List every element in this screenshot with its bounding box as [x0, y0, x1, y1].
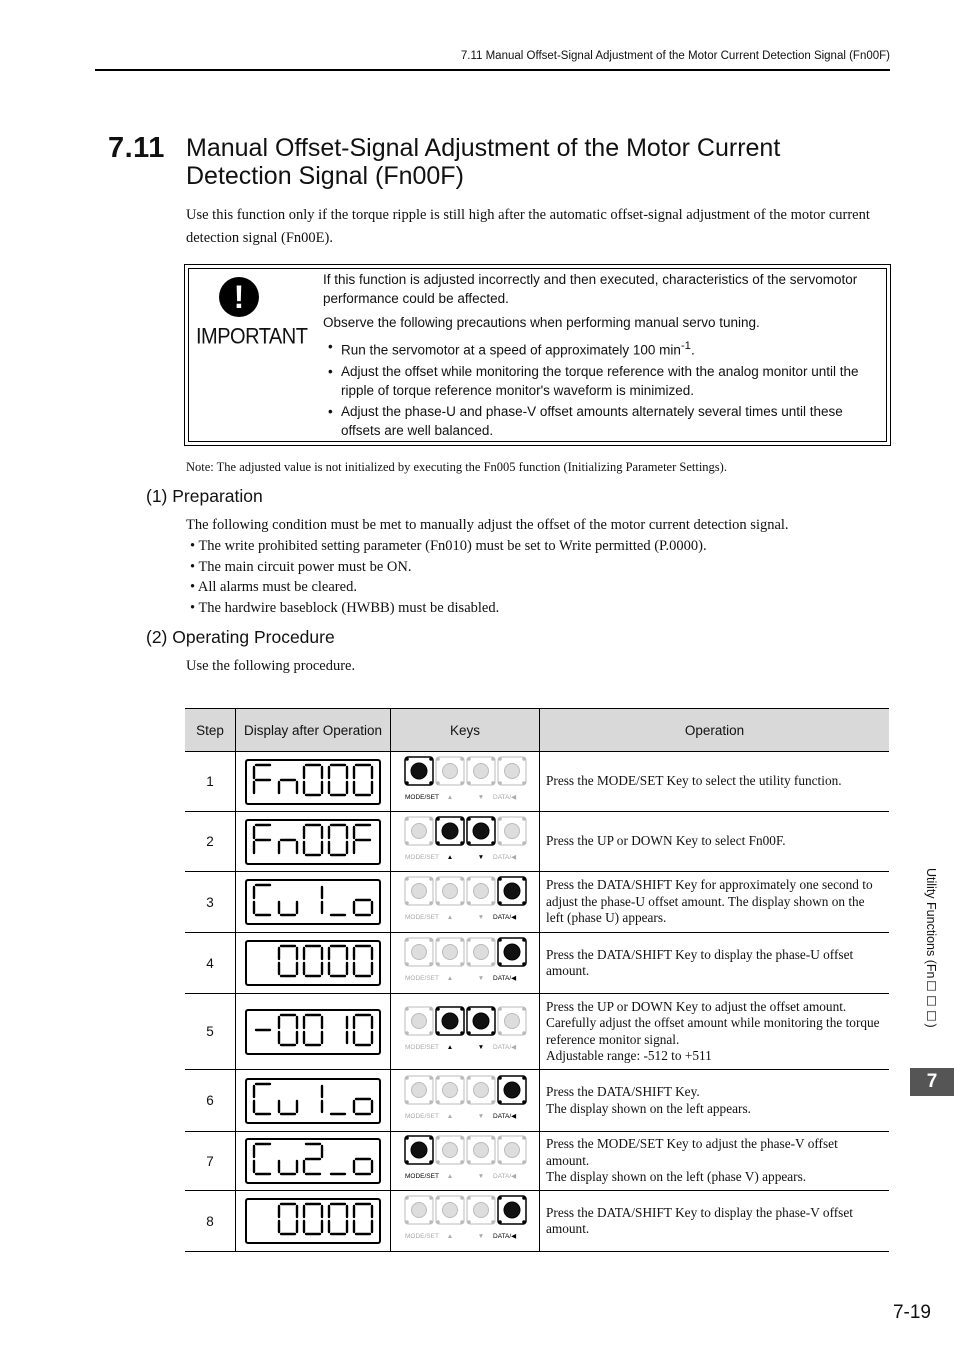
- key-label: ▲: [446, 1173, 454, 1180]
- keys-cell: [391, 1070, 540, 1132]
- procedure-intro: Use the following procedure.: [186, 658, 356, 674]
- key-label: ▼: [477, 1112, 485, 1120]
- table-header-row: [185, 709, 889, 752]
- operation-text: Press the UP or DOWN Key to adjust the offset amount. Carefully adjust the offset amount while monitoring the torque reference monitor signal.: [546, 998, 880, 1047]
- table-row: [185, 872, 889, 933]
- list-item: • The write prohibited setting parameter (Fn010) must be set to Write permitted (P.0000).: [190, 538, 707, 554]
- important-list: [323, 337, 883, 440]
- preparation-list: [190, 536, 890, 618]
- key-panel: [403, 1074, 527, 1124]
- preparation-intro: The following condition must be met to manually adjust the offset of the motor current detection signal.: [186, 517, 789, 533]
- chapter-side-label: Utility Functions (Fn☐☐☐): [924, 868, 938, 1028]
- mode-set-key: [405, 817, 433, 845]
- key-label: DATA/◀: [493, 1173, 517, 1180]
- display-cell: [236, 1191, 391, 1252]
- exclamation-icon: !: [219, 277, 259, 317]
- key-label: ▼: [477, 975, 485, 982]
- display-cell: [236, 872, 391, 933]
- mode-set-key: [405, 1007, 433, 1035]
- data-shift-key: [498, 757, 526, 785]
- up-key: [436, 757, 464, 785]
- operation-cell: [540, 812, 890, 872]
- keys-cell: [391, 752, 540, 812]
- key-label: MODE/SET: [405, 975, 439, 982]
- key-label: ▲: [446, 975, 454, 982]
- key-label: ▲: [446, 853, 454, 861]
- data-shift-key: [498, 1196, 526, 1224]
- section-number: 7.11: [108, 132, 165, 164]
- key-label: DATA/◀: [493, 975, 517, 982]
- operation-cell: [540, 933, 890, 994]
- table-row: [185, 933, 889, 994]
- important-bullet-1: • Run the servomotor at a speed of approximately 100 $\min^{-1}$.: [323, 337, 883, 360]
- data-shift-key: [498, 817, 526, 845]
- down-key: [467, 1007, 495, 1035]
- key-label: ▼: [477, 1233, 485, 1240]
- note: Note: The adjusted value is not initialized by executing the Fn005 function (Initializing Parameter Settings).: [186, 460, 727, 474]
- mode-set-key: [405, 1136, 433, 1164]
- intro-paragraph: Use this function only if the torque ripple is still high after the automatic offset-signal adjustment of the motor current detection signal (Fn00E).: [186, 207, 870, 246]
- keys-cell: [391, 872, 540, 933]
- running-header: 7.11 Manual Offset-Signal Adjustment of the Motor Current Detection Signal (Fn00F): [460, 50, 890, 62]
- operation-cell: [540, 1191, 890, 1252]
- seven-segment-display: [245, 1138, 381, 1184]
- mode-set-key: [405, 1076, 433, 1104]
- data-shift-key: [498, 1136, 526, 1164]
- keys-cell: [391, 1191, 540, 1252]
- key-label: ▲: [446, 1233, 454, 1240]
- operation-text: Adjustable range: -512 to +511: [546, 1048, 712, 1063]
- step-number: 1: [185, 752, 236, 812]
- down-key: [467, 938, 495, 966]
- key-label: ▼: [477, 914, 485, 921]
- table-row: [185, 812, 889, 872]
- key-label: DATA/◀: [493, 1043, 517, 1051]
- col-keys: Keys: [391, 709, 540, 752]
- up-key: [436, 1196, 464, 1224]
- display-cell: [236, 933, 391, 994]
- key-label: ▼: [477, 1173, 485, 1180]
- up-key: [436, 817, 464, 845]
- step-number: 8: [185, 1191, 236, 1252]
- list-item: • All alarms must be cleared.: [190, 579, 357, 595]
- up-key: [436, 1076, 464, 1104]
- preparation-heading: (1) Preparation: [146, 486, 263, 506]
- down-key: [467, 817, 495, 845]
- important-para-2: Observe the following precautions when performing manual servo tuning.: [323, 315, 760, 330]
- col-display: Display after Operation: [236, 709, 391, 752]
- operation-text: Press the DATA/SHIFT Key to display the phase-U offset amount.: [546, 946, 854, 978]
- operation-cell: [540, 872, 890, 933]
- key-panel: [403, 815, 527, 865]
- key-label: MODE/SET: [405, 793, 439, 801]
- key-label: ▼: [477, 793, 485, 801]
- important-label: IMPORTANT: [196, 324, 308, 350]
- operation-text: Press the MODE/SET Key to adjust the phase-V offset amount.: [546, 1136, 838, 1168]
- operation-cell: [540, 1070, 890, 1132]
- key-label: DATA/◀: [493, 1112, 517, 1120]
- data-shift-key: [498, 877, 526, 905]
- up-key: [436, 938, 464, 966]
- operation-text: Press the MODE/SET Key to select the utility function.: [546, 773, 842, 789]
- seven-segment-display: [245, 940, 381, 986]
- seven-segment-display: [245, 819, 381, 865]
- mode-set-key: [405, 938, 433, 966]
- key-label: MODE/SET: [405, 1043, 439, 1051]
- table-row: [185, 1132, 889, 1191]
- key-label: ▲: [446, 1043, 454, 1051]
- key-panel: [403, 755, 527, 805]
- key-panel: [403, 1005, 527, 1055]
- table-row: [185, 752, 889, 812]
- data-shift-key: [498, 1007, 526, 1035]
- key-label: ▼: [477, 1043, 485, 1051]
- col-step: Step: [185, 709, 236, 752]
- key-panel: [403, 936, 527, 986]
- key-label: DATA/◀: [493, 793, 517, 801]
- seven-segment-display: [245, 879, 381, 925]
- mode-set-key: [405, 757, 433, 785]
- table-row: [185, 994, 889, 1070]
- col-operation: Operation: [540, 709, 890, 752]
- mode-set-key: [405, 1196, 433, 1224]
- down-key: [467, 1136, 495, 1164]
- important-bullet-3: • Adjust the phase-U and phase-V offset amounts alternately several times until these offsets are well balanced.: [323, 402, 883, 440]
- table-row: [185, 1070, 889, 1132]
- operation-cell: [540, 994, 890, 1070]
- chapter-tab: 7: [910, 1068, 954, 1096]
- header-rule: [95, 69, 890, 71]
- important-bullet-2: • Adjust the offset while monitoring the torque reference with the analog monitor until the ripple of torque reference monitor's waveform is minimized.: [323, 362, 883, 400]
- section-title: Manual Offset-Signal Adjustment of the Motor Current Detection Signal (Fn00F): [186, 134, 781, 190]
- key-label: ▼: [477, 853, 485, 861]
- up-key: [436, 1136, 464, 1164]
- seven-segment-display: [245, 1078, 381, 1124]
- key-label: MODE/SET: [405, 1112, 439, 1120]
- seven-segment-display: [245, 1198, 381, 1244]
- display-cell: [236, 812, 391, 872]
- key-label: DATA/◀: [493, 1233, 517, 1240]
- key-panel: [403, 1194, 527, 1244]
- key-panel: [403, 1134, 527, 1184]
- key-panel: [403, 875, 527, 925]
- down-key: [467, 1076, 495, 1104]
- table-row: [185, 1191, 889, 1252]
- down-key: [467, 1196, 495, 1224]
- list-item: • The main circuit power must be ON.: [190, 558, 412, 575]
- up-key: [436, 1007, 464, 1035]
- operation-text: The display shown on the left appears.: [546, 1100, 751, 1116]
- display-cell: [236, 1132, 391, 1191]
- operation-text: Press the UP or DOWN Key to select Fn00F.: [546, 833, 786, 849]
- important-text: [323, 270, 883, 442]
- down-key: [467, 757, 495, 785]
- operation-text: Press the DATA/SHIFT Key.: [546, 1084, 700, 1099]
- page-number: 7-19: [892, 1302, 931, 1323]
- step-number: 3: [185, 872, 236, 933]
- step-number: 5: [185, 994, 236, 1070]
- key-label: DATA/◀: [493, 914, 517, 921]
- operation-text: The display shown on the left (phase V) appears.: [546, 1169, 807, 1185]
- procedure-heading: (2) Operating Procedure: [146, 627, 335, 647]
- seven-segment-display: [245, 1009, 381, 1055]
- operation-text: Press the DATA/SHIFT Key to display the phase-V offset amount.: [546, 1204, 853, 1236]
- key-label: ▲: [446, 1112, 454, 1120]
- key-label: DATA/◀: [493, 853, 517, 861]
- important-para-1: If this function is adjusted incorrectly and then executed, characteristics of the servomotor performance could be affected.: [323, 272, 858, 306]
- list-item: • The hardwire baseblock (HWBB) must be disabled.: [190, 599, 500, 616]
- key-label: ▲: [446, 793, 454, 801]
- operation-text: Press the DATA/SHIFT Key for approximately one second to adjust the phase-U offset amount. The display shown on the left (phase U) appears.: [546, 877, 873, 926]
- keys-cell: [391, 1132, 540, 1191]
- mode-set-key: [405, 877, 433, 905]
- step-number: 7: [185, 1132, 236, 1191]
- down-key: [467, 877, 495, 905]
- up-key: [436, 877, 464, 905]
- key-label: ▲: [446, 914, 454, 921]
- key-label: MODE/SET: [405, 914, 439, 921]
- data-shift-key: [498, 1076, 526, 1104]
- display-cell: [236, 994, 391, 1070]
- operation-cell: [540, 1132, 890, 1191]
- key-label: MODE/SET: [405, 1233, 439, 1240]
- key-label: MODE/SET: [405, 1173, 439, 1180]
- display-cell: [236, 752, 391, 812]
- key-label: MODE/SET: [405, 853, 439, 861]
- procedure-table: [185, 708, 889, 1252]
- seven-segment-display: [245, 759, 381, 805]
- keys-cell: [391, 933, 540, 994]
- keys-cell: [391, 812, 540, 872]
- data-shift-key: [498, 938, 526, 966]
- display-cell: [236, 1070, 391, 1132]
- step-number: 2: [185, 812, 236, 872]
- operation-cell: [540, 752, 890, 812]
- keys-cell: [391, 994, 540, 1070]
- step-number: 6: [185, 1070, 236, 1132]
- step-number: 4: [185, 933, 236, 994]
